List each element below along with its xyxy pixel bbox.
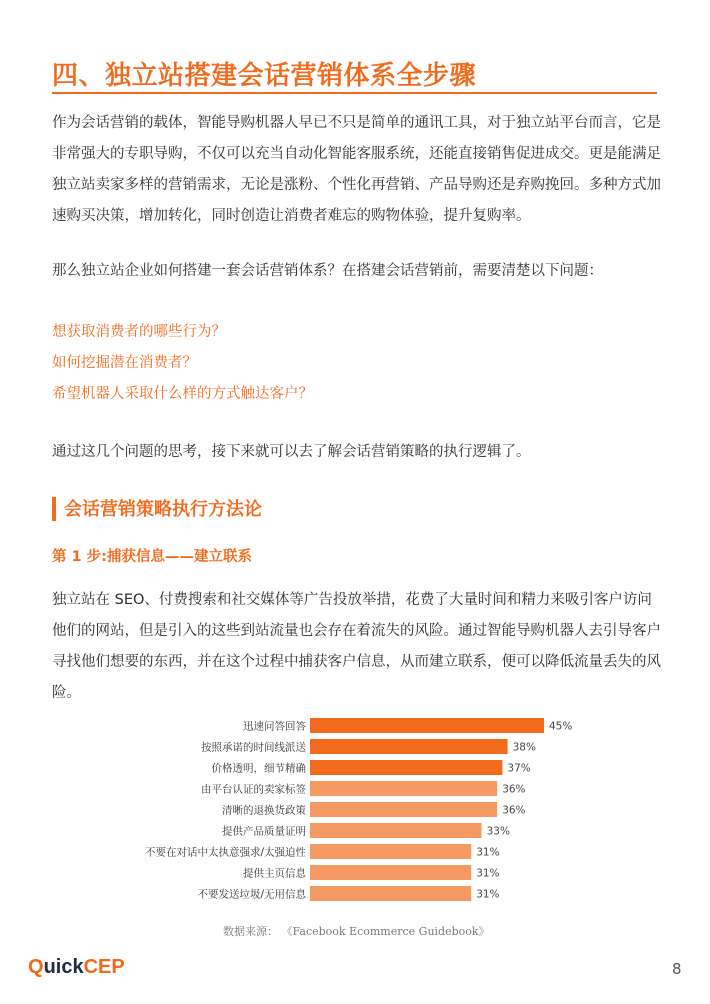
bar-3 bbox=[310, 781, 497, 796]
bar-8 bbox=[310, 886, 471, 901]
bar-6 bbox=[310, 844, 471, 859]
bar-value-6: 31% bbox=[476, 846, 500, 859]
bar-chart bbox=[120, 712, 600, 912]
bar-label-2: 价格透明，细节精确 bbox=[211, 762, 306, 775]
bar-4 bbox=[310, 802, 497, 817]
bar-1 bbox=[310, 739, 508, 754]
bar-value-3: 36% bbox=[502, 783, 526, 796]
bar-value-8: 31% bbox=[476, 888, 500, 901]
bar-value-2: 37% bbox=[507, 762, 531, 775]
question-lead: 那么独立站企业如何搭建一套会话营销体系？在搭建会话营销前，需要清楚以下问题： bbox=[52, 263, 603, 279]
transition-text: 通过这几个问题的思考，接下来就可以去了解会话营销策略的执行逻辑了。 bbox=[52, 444, 531, 460]
bar-7 bbox=[310, 865, 471, 880]
bar-2 bbox=[310, 760, 502, 775]
logo-suffix: CEP bbox=[83, 956, 125, 978]
bar-label-7: 提供主页信息 bbox=[243, 867, 306, 880]
question-2: 如何挖掘潜在消费者？ bbox=[52, 355, 197, 371]
bar-value-4: 36% bbox=[502, 804, 526, 817]
heading-rule bbox=[52, 92, 657, 94]
bar-label-4: 清晰的退换货政策 bbox=[222, 804, 306, 817]
logo-mid: uick bbox=[43, 956, 84, 978]
data-source: 数据来源： 《Facebook Ecommerce Guidebook》 bbox=[223, 925, 490, 938]
bar-value-5: 33% bbox=[486, 825, 510, 838]
bar-value-0: 45% bbox=[549, 720, 573, 733]
bar-0 bbox=[310, 718, 544, 733]
bar-value-7: 31% bbox=[476, 867, 500, 880]
section-title: 会话营销策略执行方法论 bbox=[64, 499, 262, 520]
bar-5 bbox=[310, 823, 482, 838]
bar-value-1: 38% bbox=[512, 741, 536, 754]
page-heading: 四、独立站搭建会话营销体系全步骤 bbox=[52, 61, 477, 91]
quickcep-logo bbox=[28, 956, 125, 979]
question-1: 想获取消费者的哪些行为？ bbox=[52, 324, 226, 340]
question-3: 希望机器人采取什么样的方式触达客户？ bbox=[52, 386, 313, 402]
bar-label-6: 不要在对话中太执意强求/太强迫性 bbox=[144, 846, 306, 859]
logo-prefix: Q bbox=[28, 956, 44, 978]
bar-label-5: 提供产品质量证明 bbox=[222, 825, 306, 838]
page-number: 8 bbox=[672, 960, 682, 978]
bar-label-1: 按照承诺的时间线派送 bbox=[201, 741, 306, 754]
step-paragraph: 独立站在 SEO、付费搜索和社交媒体等广告投放举措，花费了大量时间和精力来吸引客户访问他们的网站，但是引入的这些到站流量也会存在着流失的风险。通过智能导购机器人去引导客户寻找他们想要的东西，并在这个过程中捕获客户信息，从而建立联系，便可以降低流量丢失的风险。 bbox=[52, 592, 661, 701]
step-title: 第 1 步:捕获信息——建立联系 bbox=[52, 549, 252, 565]
intro-paragraph: 作为会话营销的载体，智能导购机器人早已不只是简单的通讯工具，对于独立站平台而言，它是非常强大的专职导购，不仅可以充当自动化智能客服系统，还能直接销售促进成交。更是能满足独立站卖家多样的营销需求，无论是涨粉、个性化再营销、产品导购还是弃购挽回。多种方式加速购买决策，增加转化，同时创造让消费者难忘的购物体验，提升复购率。 bbox=[52, 115, 661, 224]
bar-label-3: 由平台认证的卖家标签 bbox=[201, 783, 306, 796]
bar-label-8: 不要发送垃圾/无用信息 bbox=[197, 888, 306, 901]
section-marker bbox=[52, 497, 56, 521]
bar-label-0: 迅速问答回答 bbox=[243, 720, 306, 733]
